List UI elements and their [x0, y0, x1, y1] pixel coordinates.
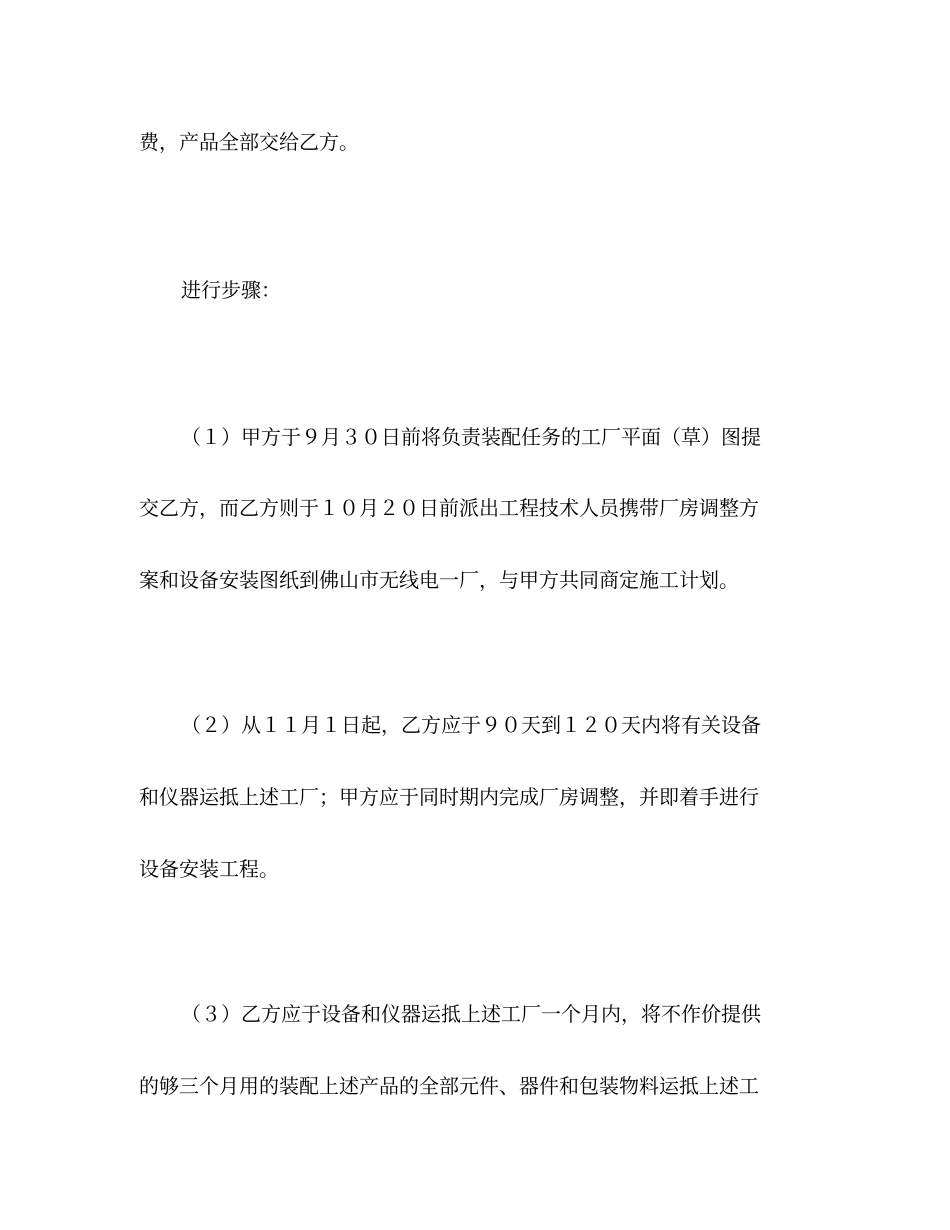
text-line: 设备安装工程。	[139, 857, 279, 881]
text-line: 和仪器运抵上述工厂；甲方应于同时期内完成厂房调整，并即着手进行	[139, 785, 759, 809]
text-line: （１）甲方于９月３０日前将负责装配任务的工厂平面（草）图提	[181, 425, 761, 449]
section-heading: 进行步骤：	[181, 278, 281, 302]
text-line: 费，产品全部交给乙方。	[139, 130, 359, 154]
text-line: （３）乙方应于设备和仪器运抵上述工厂一个月内，将不作价提供	[181, 1002, 761, 1026]
text-line: （２）从１１月１日起，乙方应于９０天到１２０天内将有关设备	[181, 713, 761, 737]
text-line: 案和设备安装图纸到佛山市无线电一厂，与甲方共同商定施工计划。	[139, 568, 739, 592]
text-line: 的够三个月用的装配上述产品的全部元件、器件和包装物料运抵上述工	[139, 1074, 759, 1098]
text-line: 交乙方，而乙方则于１０月２０日前派出工程技术人员携带厂房调整方	[139, 496, 759, 520]
